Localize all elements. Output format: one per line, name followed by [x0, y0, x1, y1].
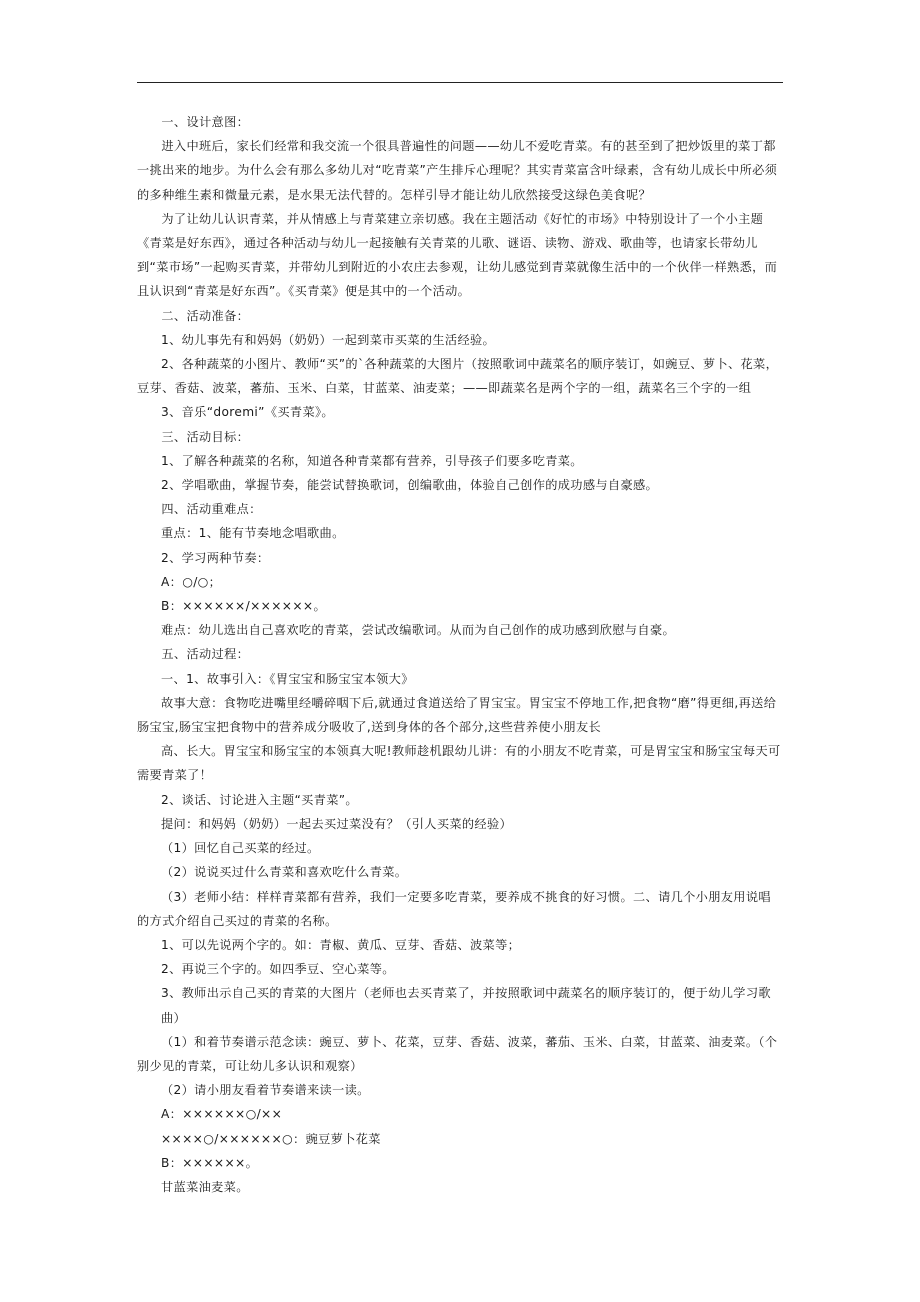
list-item: 一、1、故事引入：《胃宝宝和肠宝宝本领大》 [161, 671, 414, 686]
key-point: 重点：1、能有节奏地念唱歌曲。 [161, 526, 345, 541]
rhythm-line: A：××××××○/×× [161, 1107, 283, 1122]
question: 提问：和妈妈（奶奶）一起去买过菜没有？（引人买菜的经验） [161, 816, 513, 831]
document-body [137, 110, 783, 1199]
list-item: （1）和着节奏谱示范念读：豌豆、萝卜、花菜，豆芽、香菇、波菜，蕃茄、玉米、白菜，甘蓝菜、油麦菜。（个别少见的青菜，可让幼儿多认识和观察） [137, 1034, 778, 1073]
difficulty: 难点：幼儿选出自己喜欢吃的青菜，尝试改编歌词。从而为自己创作的成功感到欣慰与自豪。 [161, 623, 676, 638]
story-paragraph: 高、长大。胃宝宝和肠宝宝的本领真大呢!教师趁机跟幼儿讲：有的小朋友不吃青菜，可是胃宝宝和肠宝宝每天可需要青菜了！ [137, 744, 781, 783]
list-item: 1、幼儿事先有和妈妈（奶奶）一起到菜市买菜的生活经验。 [161, 332, 496, 347]
header-rule [137, 82, 783, 83]
section-heading-preparation: 二、活动准备： [161, 308, 250, 323]
section-heading-process: 五、活动过程： [161, 647, 250, 662]
list-item: 3、教师出示自己买的青菜的大图片（老师也去买青菜了，并按照歌词中蔬菜名的顺序装订的，便于幼儿学习歌曲） [161, 986, 771, 1025]
rhythm-line: 甘蓝菜油麦菜。 [161, 1179, 249, 1194]
rhythm-line: ××××○/××××××○：豌豆萝卜花菜 [161, 1131, 381, 1146]
list-item: 2、学习两种节奏： [161, 550, 270, 565]
story-paragraph: 故事大意：食物吃进嘴里经嚼碎咽下后,就通过食道送给了胃宝宝。胃宝宝不停地工作,把食物“磨”得更细,再送给肠宝宝,肠宝宝把食物中的营养成分吸收了,送到身体的各个部分,这些营养使小朋友长 [137, 695, 777, 735]
list-item: （3）老师小结：样样青菜都有营养，我们一定要多吃青菜，要养成不挑食的好习惯。二、请几个小朋友用说唱的方式介绍自己买过的青菜的名称。 [137, 889, 771, 928]
section-heading-design: 一、设计意图： [161, 115, 250, 129]
rhythm-line: B：××××××。 [161, 1155, 259, 1170]
list-item: 2、再说三个字的。如四季豆、空心菜等。 [161, 962, 395, 977]
list-item: （2）请小朋友看着节奏谱来读一读。 [161, 1083, 370, 1098]
paragraph: 进入中班后，家长们经常和我交流一个很具普遍性的问题——幼儿不爱吃青菜。有的甚至到了把炒饭里的菜丁都一挑出来的地步。为什么会有那么多幼儿对“吃青菜”产生排斥心理呢？其实青菜富含叶绿素，含有幼儿成长中所必须的多种维生素和微量元素，是水果无法代替的。怎样引导才能让幼儿欣然接受这绿色美食呢？ [137, 139, 778, 202]
paragraph: 为了让幼儿认识青菜，并从情感上与青菜建立亲切感。我在主题活动《好忙的市场》中特别设计了一个小主题《青菜是好东西》，通过各种活动与幼儿一起接触有关青菜的儿歌、谜语、读物、游戏、歌曲等，也请家长带幼儿到“菜市场”一起购买青菜，并带幼儿到附近的小农庄去参观，让幼儿感觉到青菜就像生活中的一个伙伴一样熟悉，而且认识到“青菜是好东西”。《买青菜》便是其中的一个活动。 [137, 211, 778, 299]
list-item: 2、各种蔬菜的小图片、教师“买”的`各种蔬菜的大图片（按照歌词中蔬菜名的顺序装订，如豌豆、萝卜、花菜，豆芽、香菇、波菜，蕃茄、玉米、白菜，甘蓝菜、油麦菜；——即蔬菜名是两个字的一组，蔬菜名三个字的一组 [137, 357, 779, 396]
section-heading-goals: 三、活动目标： [161, 429, 250, 444]
list-item: （1）回忆自己买菜的经过。 [161, 841, 320, 856]
list-item: （2）说说买过什么青菜和喜欢吃什么青菜。 [161, 865, 408, 880]
rhythm-line: A：○/○； [161, 574, 222, 589]
list-item: 1、了解各种蔬菜的名称，知道各种青菜都有营养，引导孩子们要多吃青菜。 [161, 453, 583, 468]
list-item: 3、音乐“doremi”《买青菜》。 [161, 405, 334, 420]
list-item: 2、学唱歌曲，掌握节奏，能尝试替换歌词，创编歌曲，体验自己创作的成功感与自豪感。 [161, 478, 659, 493]
rhythm-line: B：××××××/××××××。 [161, 599, 326, 614]
section-heading-key-points: 四、活动重难点： [161, 502, 262, 517]
list-item: 1、可以先说两个字的。如：青椒、黄瓜、豆芽、香菇、波菜等； [161, 937, 521, 952]
list-item: 2、谈话、讨论进入主题“买青菜”。 [161, 792, 358, 807]
